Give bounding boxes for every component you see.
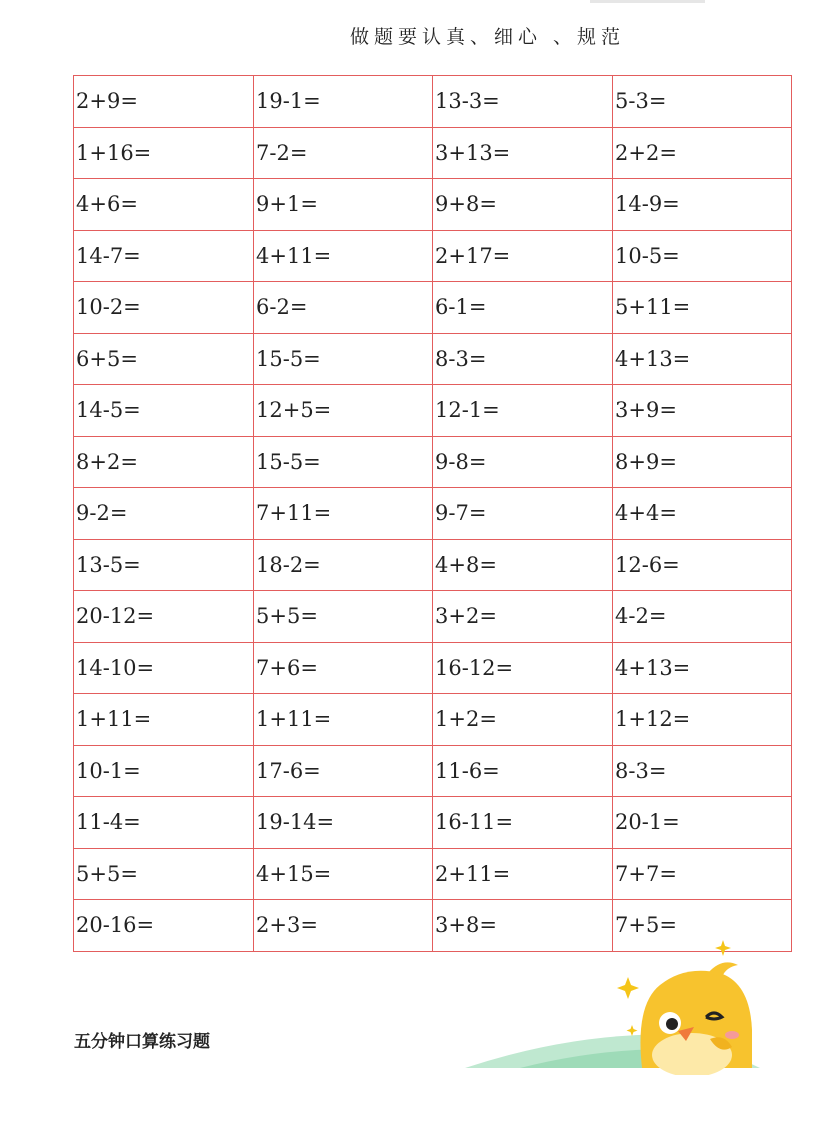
yellow-chick-mascot-icon	[460, 935, 760, 1075]
problem-row	[74, 539, 792, 591]
problem-cell: 20-1=	[613, 797, 792, 849]
problem-row	[74, 797, 792, 849]
problem-row	[74, 745, 792, 797]
problem-cell: 8+2=	[74, 436, 254, 488]
problem-cell: 6-1=	[433, 282, 613, 334]
mascot-pupil-left	[666, 1018, 678, 1030]
grid-body	[74, 76, 792, 952]
problem-cell: 7+11=	[254, 488, 433, 540]
problem-cell: 10-1=	[74, 745, 254, 797]
problem-cell: 14-10=	[74, 642, 254, 694]
problem-cell: 17-6=	[254, 745, 433, 797]
problem-cell: 4+4=	[613, 488, 792, 540]
problem-cell: 3+8=	[433, 900, 613, 952]
problem-cell: 10-5=	[613, 230, 792, 282]
problem-cell: 4+8=	[433, 539, 613, 591]
problem-cell: 2+3=	[254, 900, 433, 952]
problem-cell: 13-3=	[433, 76, 613, 128]
problem-row	[74, 848, 792, 900]
problem-cell: 2+9=	[74, 76, 254, 128]
problem-cell: 11-6=	[433, 745, 613, 797]
problem-cell: 7+6=	[254, 642, 433, 694]
problem-row	[74, 333, 792, 385]
problem-cell: 16-12=	[433, 642, 613, 694]
problem-cell: 5+11=	[613, 282, 792, 334]
problem-cell: 7+7=	[613, 848, 792, 900]
arithmetic-grid	[73, 75, 792, 952]
problem-cell: 4+6=	[74, 179, 254, 231]
problem-cell: 14-5=	[74, 385, 254, 437]
problem-row	[74, 694, 792, 746]
problem-cell: 4+13=	[613, 642, 792, 694]
problem-cell: 12-1=	[433, 385, 613, 437]
problem-row	[74, 230, 792, 282]
problem-row	[74, 642, 792, 694]
problem-cell: 9+8=	[433, 179, 613, 231]
problem-cell: 3+2=	[433, 591, 613, 643]
problem-cell: 8-3=	[613, 745, 792, 797]
problem-row	[74, 385, 792, 437]
problem-cell: 9-7=	[433, 488, 613, 540]
problem-cell: 3+9=	[613, 385, 792, 437]
problem-cell: 5+5=	[74, 848, 254, 900]
problem-row	[74, 76, 792, 128]
problem-cell: 3+13=	[433, 127, 613, 179]
header-motto: 做题要认真、细心 、规范	[350, 26, 626, 48]
problem-cell: 20-16=	[74, 900, 254, 952]
problem-cell: 7-2=	[254, 127, 433, 179]
sparkle-icon	[715, 940, 731, 956]
problem-cell: 4+11=	[254, 230, 433, 282]
problem-row	[74, 282, 792, 334]
problem-cell: 1+12=	[613, 694, 792, 746]
footer-title: 五分钟口算练习题	[74, 1032, 210, 1052]
problem-cell: 4+15=	[254, 848, 433, 900]
problem-cell: 1+2=	[433, 694, 613, 746]
problem-cell: 2+2=	[613, 127, 792, 179]
problem-cell: 12+5=	[254, 385, 433, 437]
problem-cell: 8-3=	[433, 333, 613, 385]
problem-cell: 1+16=	[74, 127, 254, 179]
sparkle-icon	[627, 1025, 638, 1036]
problem-cell: 15-5=	[254, 333, 433, 385]
problem-cell: 4-2=	[613, 591, 792, 643]
problem-cell: 9-8=	[433, 436, 613, 488]
problem-cell: 9-2=	[74, 488, 254, 540]
problem-cell: 2+17=	[433, 230, 613, 282]
problem-row	[74, 488, 792, 540]
problem-cell: 5+5=	[254, 591, 433, 643]
problem-cell: 15-5=	[254, 436, 433, 488]
problem-cell: 6+5=	[74, 333, 254, 385]
problem-cell: 2+11=	[433, 848, 613, 900]
problem-cell: 4+13=	[613, 333, 792, 385]
problem-cell: 14-9=	[613, 179, 792, 231]
problem-cell: 19-14=	[254, 797, 433, 849]
problem-cell: 12-6=	[613, 539, 792, 591]
problem-cell: 13-5=	[74, 539, 254, 591]
problem-cell: 8+9=	[613, 436, 792, 488]
top-marks	[590, 0, 705, 3]
problem-cell: 18-2=	[254, 539, 433, 591]
problem-cell: 16-11=	[433, 797, 613, 849]
problem-cell: 19-1=	[254, 76, 433, 128]
problem-cell: 1+11=	[254, 694, 433, 746]
problem-row	[74, 436, 792, 488]
problem-cell: 14-7=	[74, 230, 254, 282]
problem-cell: 9+1=	[254, 179, 433, 231]
sparkle-icon	[617, 977, 639, 999]
problem-cell: 5-3=	[613, 76, 792, 128]
problem-cell: 10-2=	[74, 282, 254, 334]
problem-row	[74, 127, 792, 179]
problem-row	[74, 179, 792, 231]
mascot-cheek	[725, 1031, 739, 1039]
problem-cell: 11-4=	[74, 797, 254, 849]
problem-row	[74, 591, 792, 643]
problem-cell: 1+11=	[74, 694, 254, 746]
problem-cell: 20-12=	[74, 591, 254, 643]
problem-cell: 6-2=	[254, 282, 433, 334]
problem-cell: 7+5=	[613, 900, 792, 952]
